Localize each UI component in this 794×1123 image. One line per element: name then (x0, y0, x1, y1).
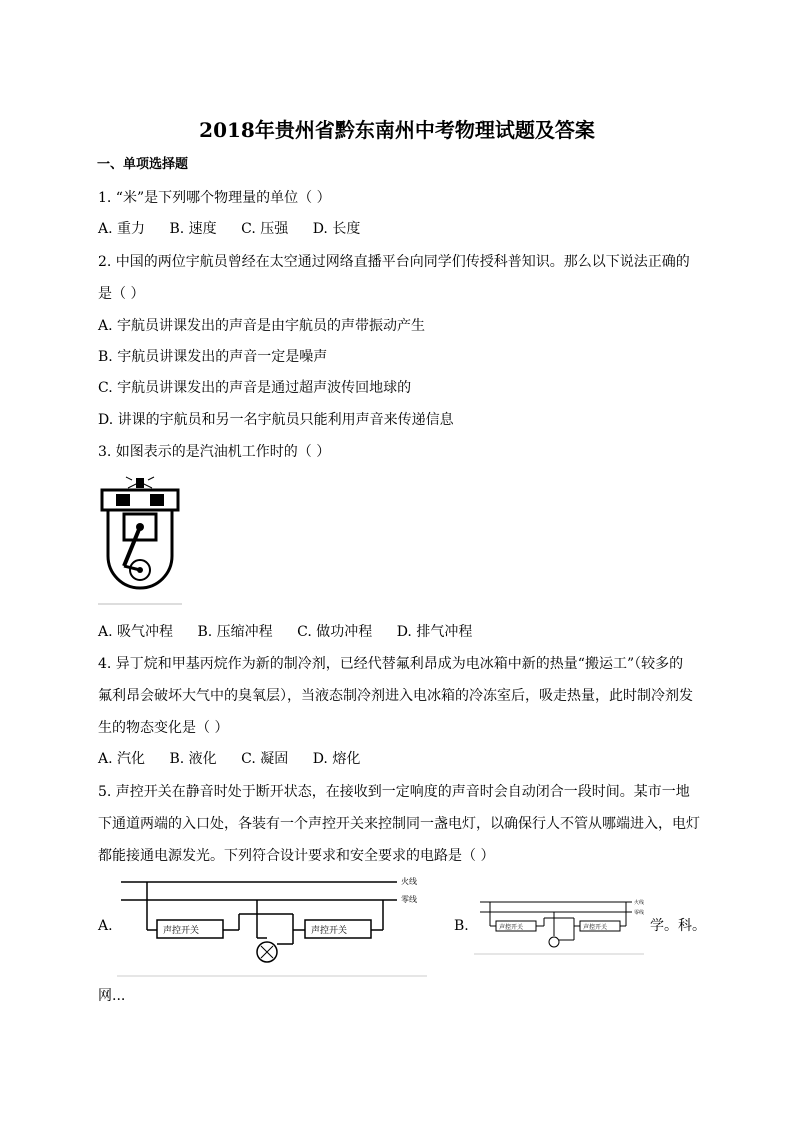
section-heading: 一、单项选择题 (97, 157, 189, 172)
q4-stem-line1: 4. 异丁烷和甲基丙烷作为新的制冷剂，已经代替氟利昂成为电冰箱中新的热量“搬运工”（较多的 (98, 656, 684, 672)
q3-options (98, 622, 492, 642)
switch-b1-label: 声控开关 (499, 924, 524, 931)
q4-option-a: A. 汽化 (98, 751, 146, 767)
q4-options (98, 749, 380, 769)
q5-option-a-label: A. (98, 918, 113, 934)
neutral-wire-label: 零线 (401, 895, 417, 904)
lamp-icon-b (549, 937, 559, 947)
switch-b2-label: 声控开关 (583, 924, 608, 931)
q5-stem-line3: 都能接通电源发光。下列符合设计要求和安全要求的电路是（ ） (98, 848, 495, 864)
engine-diagram (98, 474, 182, 606)
page-title: 2018年贵州省黔东南州中考物理试题及答案 (199, 118, 595, 142)
q5-stem-line1: 5. 声控开关在静音时处于断开状态，在接收到一定响度的声音时会自动闭合一段时间。某市一地 (98, 784, 690, 800)
q3-option-b: B. 压缩冲程 (197, 624, 273, 640)
q4-option-b: B. 液化 (169, 751, 217, 767)
circuit-b-diagram (474, 896, 646, 956)
q4-option-d: D. 熔化 (312, 751, 361, 767)
q2-option-a: A. 宇航员讲课发出的声音是由宇航员的声带振动产生 (98, 318, 426, 334)
q2-option-c: C. 宇航员讲课发出的声音是通过超声波传回地球的 (98, 380, 412, 396)
q4-stem-line2: 氟利昂会破坏大气中的臭氧层），当液态制冷剂进入电冰箱的冷冻室后，吸走热量，此时制冷剂发 (98, 688, 693, 704)
intake-valve-icon (116, 494, 130, 506)
q1-option-d: D. 长度 (312, 221, 361, 237)
q3-option-d: D. 排气冲程 (396, 624, 473, 640)
q3-option-a: A. 吸气冲程 (98, 624, 174, 640)
q1-option-c: C. 压强 (241, 221, 289, 237)
q1-stem: 1. “米”是下列哪个物理量的单位（ ） (98, 190, 331, 206)
q5-option-b-label: B. (454, 918, 469, 934)
q1-option-b: B. 速度 (169, 221, 217, 237)
circuit-a-diagram (117, 870, 429, 978)
q1-options (98, 219, 380, 239)
q2-stem-line1: 2. 中国的两位宇航员曾经在太空通过网络直播平台向同学们传授科普知识。那么以下说法正确的 (98, 254, 690, 270)
trailing-watermark-text: 学。科。 (650, 918, 706, 934)
live-wire-label: 火线 (401, 877, 417, 886)
q3-stem: 3. 如图表示的是汽油机工作时的（ ） (98, 444, 331, 460)
q2-stem-line2: 是（ ） (98, 286, 145, 302)
exhaust-valve-icon (150, 494, 164, 506)
continuation-text: 网... (98, 988, 126, 1004)
switch-1-label: 声控开关 (163, 926, 200, 936)
q4-option-c: C. 凝固 (241, 751, 289, 767)
neutral-wire-label-b: 零线 (634, 910, 645, 916)
q4-stem-line3: 生的物态变化是（ ） (98, 720, 229, 736)
q3-option-c: C. 做功冲程 (297, 624, 373, 640)
q1-option-a: A. 重力 (98, 221, 146, 237)
q2-option-b: B. 宇航员讲课发出的声音一定是噪声 (98, 349, 328, 365)
q5-stem-line2: 下通道两端的入口处，各装有一个声控开关来控制同一盏电灯，以确保行人不管从哪端进入，电灯 (98, 816, 700, 832)
switch-2-label: 声控开关 (311, 926, 348, 936)
live-wire-label-b: 火线 (634, 900, 645, 906)
q2-option-d: D. 讲课的宇航员和另一名宇航员只能利用声音来传递信息 (98, 412, 454, 428)
